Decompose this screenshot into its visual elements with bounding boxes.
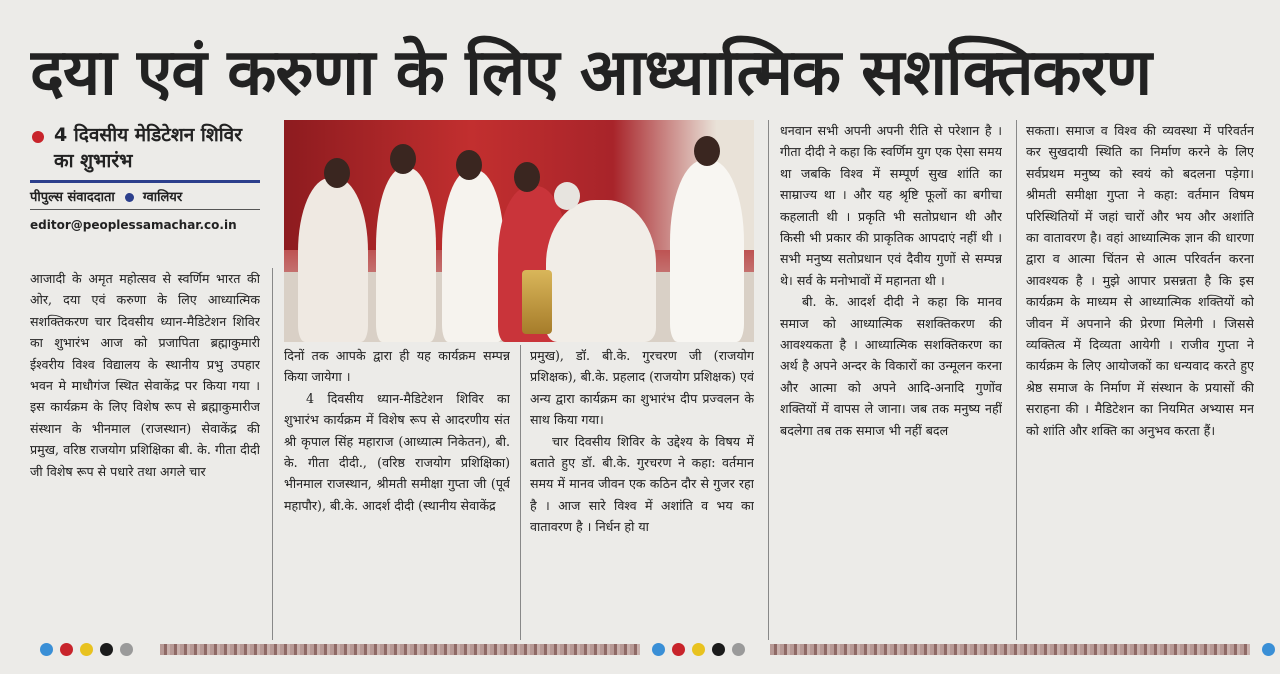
person-6 bbox=[670, 160, 744, 342]
column-3-para-2: चार दिवसीय शिविर के उद्देश्य के विषय में बताते हुए डॉ. बी.के. गुरचरण ने कहा: वर्तमान समय में मानव जीवन एक कठिन दौर से गुजर रहा है । आज सारे विश्व में अशांति व भय का वातावरण है । निर्धन हो या bbox=[530, 433, 754, 535]
column-5 bbox=[1026, 120, 1254, 640]
byline-reporter: पीपुल्स संवाददाता bbox=[30, 190, 115, 205]
thin-rule bbox=[30, 209, 260, 210]
column-2-para-1: दिनों तक आपके द्वारा ही यह कार्यक्रम सम्पन्न किया जायेगा । bbox=[284, 348, 510, 385]
column-1-text: आजादी के अमृत महोत्सव से स्वर्णिम भारत की ओर, दया एवं करुणा के लिए आध्यात्मिक सशक्तिकरण चार दिवसीय ध्यान-मैडिटेशन शिविर का शुभारंभ आज को प्रजापिता ब्रह्माकुमारी ईश्वरीय विश्व विद्यालय के स्थानीय प्रभु उपहार भवन मे माधौगंज स्थित सेवाकेंद्र पर किया गया । इस कार्यक्रम के लिए विशेष रूप से ब्रह्माकुमारीज संस्थान के भीनमाल (राजस्थान) सेवाकेंद्र की प्रमुख, वरिष्ठ राजयोग प्रशिक्षिका बी. के. गीता दीदी जी विशेष रूप से पधारे तथा अगले चार bbox=[30, 271, 260, 479]
column-4 bbox=[780, 120, 1002, 640]
byline bbox=[30, 187, 260, 205]
event-photo bbox=[284, 120, 754, 342]
subheading bbox=[30, 122, 260, 174]
person-6-head bbox=[694, 136, 720, 166]
red-dot-icon bbox=[672, 643, 685, 656]
headline: दया एवं करुणा के लिए आध्यात्मिक सशक्तिकरण bbox=[30, 36, 1152, 110]
email: editor@peoplessamachar.co.in bbox=[30, 218, 237, 232]
column-divider bbox=[520, 345, 521, 640]
lamp-icon bbox=[522, 270, 552, 334]
gray-dot-icon bbox=[732, 643, 745, 656]
blue-rule bbox=[30, 180, 260, 183]
person-5 bbox=[546, 200, 656, 342]
column-1 bbox=[30, 268, 260, 640]
person-3-head bbox=[456, 150, 482, 180]
byline-city: ग्वालियर bbox=[142, 190, 183, 205]
side-block bbox=[30, 122, 260, 232]
red-dot-icon bbox=[60, 643, 73, 656]
adjacent-article-edge bbox=[0, 470, 20, 620]
gray-dot-icon bbox=[120, 643, 133, 656]
blue-dot-icon bbox=[1262, 643, 1275, 656]
column-3-para-1: प्रमुख), डॉ. बी.के. गुरचरण जी (राजयोग प्रशिक्षक), बी.के. प्रहलाद (राजयोग प्रशिक्षक) एवं अन्य द्वारा कार्यक्रम का शुभारंभ दीप प्रज्वलन के साथ किया गया। bbox=[530, 348, 754, 428]
blue-bullet-icon bbox=[125, 193, 134, 202]
person-1-head bbox=[324, 158, 350, 188]
person-2-head bbox=[390, 144, 416, 174]
red-bullet-icon bbox=[32, 131, 44, 143]
black-dot-icon bbox=[100, 643, 113, 656]
blue-dot-icon bbox=[652, 643, 665, 656]
column-4-para-2: बी. के. आदर्श दीदी ने कहा कि मानव समाज को आध्यात्मिक सशक्तिकरण की आवश्यकता है । आध्यात्मिक सशक्तिकरण का अर्थ है अपने अन्दर के विकारों का उन्मूलन करना और आत्मा को अपने आदि-अनादि गुणोंव शक्तियों में वापस ले जाना। जब तक मनुष्य नहीं बदलेगा तब तक समाज भी नहीं बदल bbox=[780, 294, 1002, 438]
decorative-band bbox=[160, 644, 640, 655]
person-1 bbox=[298, 178, 368, 342]
person-4-head bbox=[514, 162, 540, 192]
adjacent-article-edge bbox=[1262, 290, 1280, 630]
column-divider bbox=[768, 120, 769, 640]
person-5-head bbox=[554, 182, 580, 210]
column-divider bbox=[1016, 120, 1017, 640]
column-2-para-2: 4 दिवसीय ध्यान-मैडिटेशन शिविर का शुभारंभ कार्यक्रम में विशेष रूप से आदरणीय संत श्री कृपाल सिंह महाराज (आध्यात्म निकेतन), बी. के. गीता दीदी., (वरिष्ठ राजयोग प्रशिक्षिका) भीनमाल राजस्थान, श्रीमती समीक्षा गुप्ता जी (पूर्व महापौर), बी.के. आदर्श दीदी (स्थानीय सेवाकेंद्र bbox=[284, 390, 510, 513]
yellow-dot-icon bbox=[80, 643, 93, 656]
subheading-text: 4 दिवसीय मेडिटेशन शिविर का शुभारंभ bbox=[54, 124, 243, 172]
column-divider bbox=[272, 268, 273, 640]
column-5-text: सकता। समाज व विश्व की व्यवस्था में परिवर्तन कर सुखदायी स्थिति का निर्माण करने के लिए सर्वप्रथम मनुष्य को स्वयं को बदलना पड़ेगा। श्रीमती समीक्षा गुप्ता ने कहा: वर्तमान विषम परिस्थितियों में जहां चारों और भय और अशांति का वातावरण है। वहां आध्यात्मिक ज्ञान की धारणा द्वारा व आत्मा चिंतन से आत्म परिवर्तन करना आवश्यक है । मुझे आपार प्रसन्नता है कि इस कार्यक्रम के माध्यम से आध्यात्मिक शक्तियों को जीवन में अपनाने की प्रेरणा मिलेगी । जिससे व्यक्तित्व में दिव्यता आयेगी । राजीव गुप्ता ने कार्यक्रम के लिए आयोजकों का धन्यवाद करते हुए श्रेष्ठ समाज के निर्माण में संस्थान के प्रयासों की सराहना की । मैडिटेशन का नियमित अभ्यास मन को शांति और शक्ति का अनुभव करता हैं। bbox=[1026, 123, 1254, 438]
blue-dot-icon bbox=[40, 643, 53, 656]
black-dot-icon bbox=[712, 643, 725, 656]
column-2 bbox=[284, 345, 510, 640]
person-3 bbox=[442, 170, 504, 342]
column-4-para-1: धनवान सभी अपनी अपनी रीति से परेशान है । गीता दीदी ने कहा कि स्वर्णिम युग एक ऐसा समय था जबकि विश्व में सम्पूर्ण सुख शांति का साम्राज्य था । और यह श्रृष्टि फूलों का बगीचा कहलाती थी । प्रकृति भी सतोप्रधान थी और किसी भी प्रकार की प्राकृतिक आपदाएं नहीं थी । सभी मनुष्य सतोप्रधान एवं दैवीय गुणों से सम्पन्न थे। सर्व के मनोभावों में महानता थी । bbox=[780, 123, 1002, 288]
person-2 bbox=[376, 168, 436, 342]
yellow-dot-icon bbox=[692, 643, 705, 656]
column-3 bbox=[530, 345, 754, 640]
decorative-band bbox=[770, 644, 1250, 655]
